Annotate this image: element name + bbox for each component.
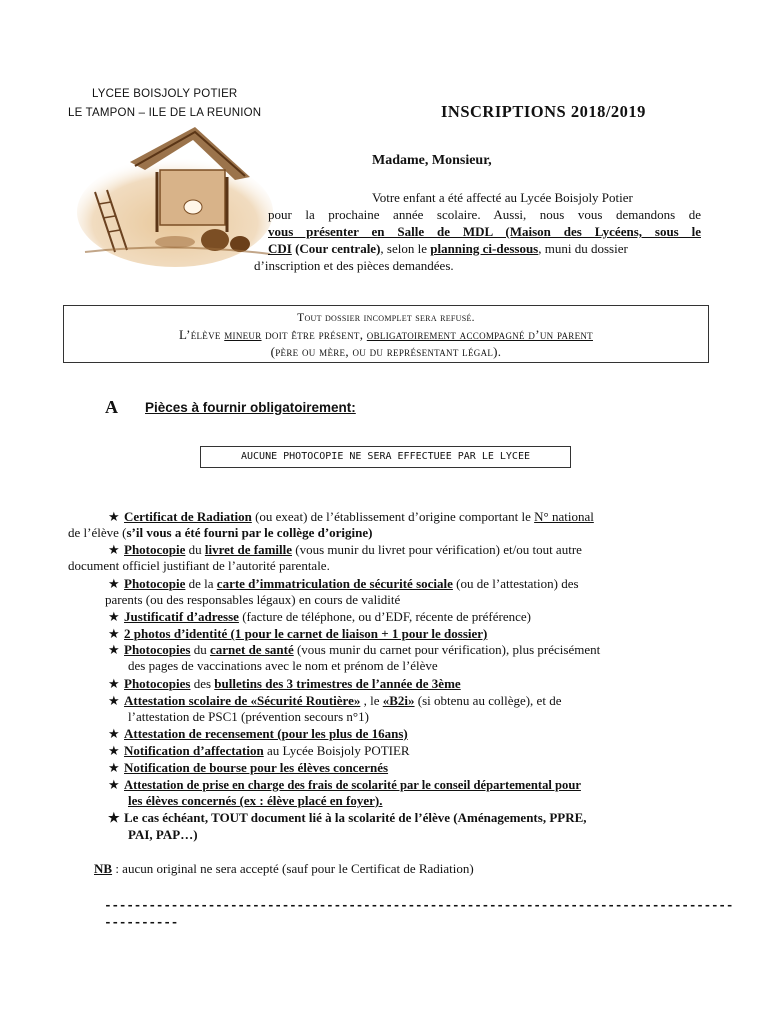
nb-note <box>94 861 474 878</box>
list-item: ★ Photocopie de la carte d’immatriculation de sécurité sociale (ou de l’attestation) des <box>108 576 579 591</box>
list-item: ★ Attestation scolaire de «Sécurité Routière» , le «B2i» (si obtenu au collège), et de <box>108 693 562 708</box>
star-icon: ★ <box>108 509 120 524</box>
no-photocopy-notice <box>200 446 571 468</box>
separator-line-2: ---------- <box>104 915 179 930</box>
list-item: document officiel justifiant de l’autorité parentale. <box>68 558 330 573</box>
warning-oblig: obligatoirement accompagné d’un parent <box>366 327 593 342</box>
nb-text: : aucun original ne sera accepté (sauf pour le Certificat de Radiation) <box>112 861 474 876</box>
star-icon: ★ <box>108 542 120 557</box>
warning-line-1: Tout dossier incomplet sera refusé. <box>297 312 475 324</box>
list-item: ★ Photocopie du livret de famille (vous munir du livret pour vérification) et/ou tout autre <box>108 542 582 557</box>
warning-text-a: L’élève <box>179 327 225 342</box>
section-letter: A <box>105 397 118 417</box>
letter-mid-text: , selon le <box>380 241 431 256</box>
warning-box <box>63 305 709 363</box>
star-icon: ★ <box>108 726 120 741</box>
list-item: ★ Certificat de Radiation (ou exeat) de l’établissement d’origine comportant le N° national <box>108 509 594 524</box>
star-icon: ★ <box>108 743 120 758</box>
list-item: ★ Notification de bourse pour les élèves concernés <box>108 760 389 775</box>
list-item: les élèves concernés (ex : élève placé en foyer). <box>128 793 383 808</box>
section-title: Pièces à fournir obligatoirement: <box>145 400 356 415</box>
warning-mineur: mineur <box>224 327 262 342</box>
list-item: ★ 2 photos d’identité (1 pour le carnet de liaison + 1 pour le dossier) <box>108 626 488 641</box>
cdi-text: CDI <box>268 241 292 256</box>
school-name: LYCEE BOISJOLY POTIER <box>92 88 238 100</box>
letter-line-2: pour la prochaine année scolaire. Aussi, nous vous demandons de <box>268 207 701 222</box>
star-icon: ★ <box>108 626 120 641</box>
letter-line-5: d’inscription et des pièces demandées. <box>254 258 454 273</box>
letter-line-3: vous présenter en Salle de MDL (Maison des Lycéens, sous le <box>268 224 701 239</box>
star-icon: ★ <box>108 676 120 691</box>
list-item: ★ Justificatif d’adresse (facture de téléphone, ou d’EDF, récente de préférence) <box>108 609 531 624</box>
star-icon: ★ <box>108 777 120 792</box>
warning-line-3: (père ou mère, ou du représentant légal). <box>270 344 502 359</box>
separator-line-1: ------------------------------------------------------------------------------------- <box>104 898 734 913</box>
salutation: Madame, Monsieur, <box>372 153 492 168</box>
list-item: ★ Notification d’affectation au Lycée Boisjoly POTIER <box>108 743 410 758</box>
star-icon: ★ <box>108 693 120 708</box>
planning-link: planning ci-dessous <box>430 241 539 256</box>
school-location: LE TAMPON – ILE DE LA REUNION <box>68 107 262 119</box>
star-icon: ★ <box>108 609 120 624</box>
list-item: des pages de vaccinations avec le nom et prénom de l’élève <box>128 658 438 673</box>
letter-end-text: , muni du dossier <box>538 241 628 256</box>
list-item: ★ Le cas échéant, TOUT document lié à la scolarité de l’élève (Aménagements, PPRE, <box>108 810 587 825</box>
cour-text: (Cour centrale) <box>291 241 381 256</box>
star-icon: ★ <box>108 642 120 657</box>
list-item: parents (ou des responsables légaux) en cours de validité <box>105 592 401 607</box>
list-item: ★ Photocopies des bulletins des 3 trimestres de l’année de 3ème <box>108 676 461 691</box>
star-icon: ★ <box>108 576 120 591</box>
list-item: ★ Attestation de recensement (pour les plus de 16ans) <box>108 726 408 741</box>
village-sketch-illustration <box>75 122 275 267</box>
list-item: l’attestation de PSC1 (prévention secours n°1) <box>128 709 369 724</box>
warning-text-b: doit être présent, <box>261 327 367 342</box>
list-item: PAI, PAP…) <box>128 827 198 842</box>
page-title: INSCRIPTIONS 2018/2019 <box>441 102 646 121</box>
list-item: de l’élève (s’il vous a été fourni par le collège d’origine) <box>68 525 373 540</box>
letter-line-1: Votre enfant a été affecté au Lycée Boisjoly Potier <box>372 190 633 205</box>
list-item: ★ Attestation de prise en charge des frais de scolarité par le conseil départemental pour <box>108 777 581 792</box>
star-icon: ★ <box>108 810 120 825</box>
warning-line-2 <box>64 327 708 343</box>
nb-label: NB <box>94 861 113 876</box>
list-item: ★ Photocopies du carnet de santé (vous munir du carnet pour vérification), plus précisément <box>108 642 601 657</box>
star-icon: ★ <box>108 760 120 775</box>
notice-text: AUCUNE PHOTOCOPIE NE SERA EFFECTUEE PAR LE LYCEE <box>241 451 530 462</box>
letter-line-4 <box>268 241 701 258</box>
